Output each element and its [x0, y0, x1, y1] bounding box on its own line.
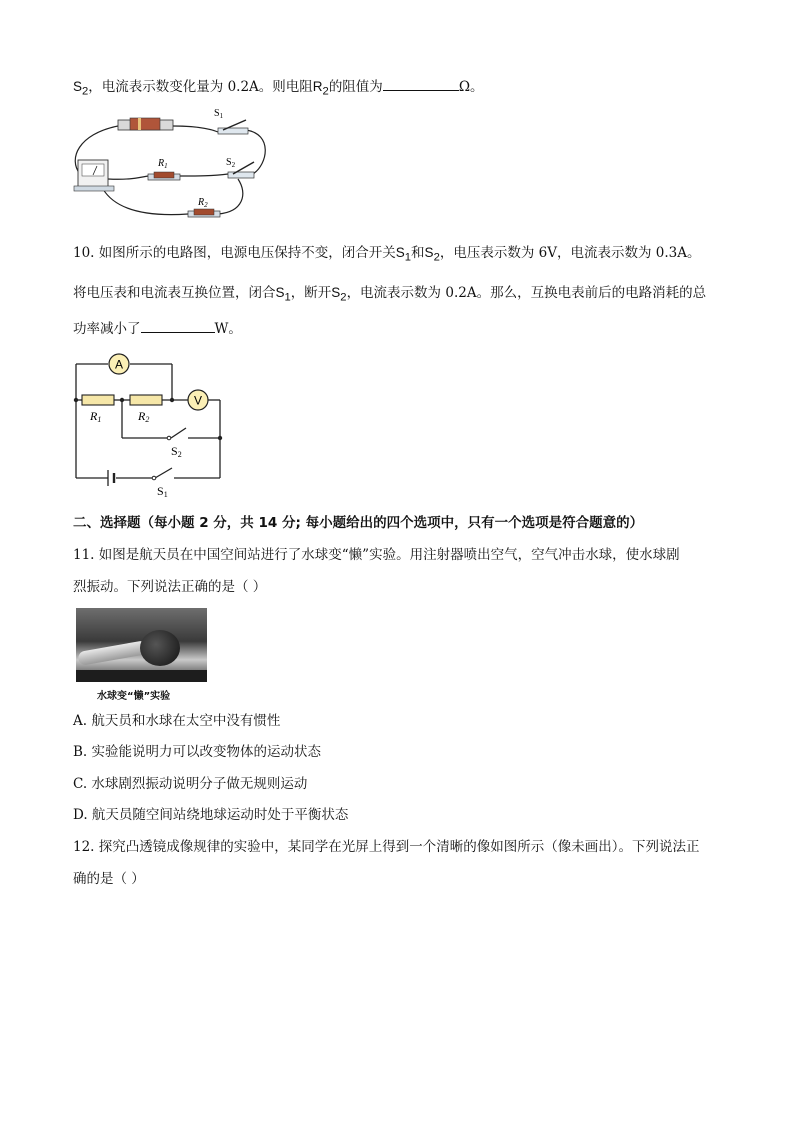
- q9-fig-label-s2: $S_2$: [226, 157, 236, 169]
- q10-answer-blank[interactable]: [141, 318, 215, 333]
- q10-fig-label-r1: R1: [90, 409, 102, 424]
- q10-s1: $S_1$: [395, 245, 412, 264]
- q10-fig-label-s2: S2: [171, 444, 182, 459]
- q10-line-2: 将电压表和电流表互换位置，闭合$S_1$，断开$S_2$，电流表示数为 0.2A。那么，互换电表前后的电路消耗的总: [73, 285, 707, 304]
- q11-option-a[interactable]: A. 航天员和水球在太空中没有惯性: [73, 713, 281, 729]
- q12-line-1: 12. 探究凸透镜成像规律的实验中，某同学在光屏上得到一个清晰的像如图所示（像未画出）。下列说法正: [73, 839, 700, 855]
- q12-line-2: 确的是（ ）: [73, 871, 145, 887]
- q10-s2: $S_2$: [424, 245, 440, 264]
- q11-line-1: 11. 如图是航天员在中国空间站进行了水球变“懒”实验。用注射器喷出空气，空气冲击水球，使水球剧: [73, 547, 680, 563]
- section-2-heading: 二、选择题（每小题 2 分，共 14 分; 每小题给出的四个选项中，只有一个选项是符合题意的）: [73, 515, 644, 531]
- q11-option-b[interactable]: B. 实验能说明力可以改变物体的运动状态: [73, 744, 322, 760]
- q11-option-d[interactable]: D. 航天员随空间站绕地球运动时处于平衡状态: [73, 807, 349, 823]
- q11-experiment-photo: [76, 608, 207, 682]
- q9-fig-label-s1: $S_1$: [214, 108, 224, 120]
- q11-photo-caption: 水球变“懒”实验: [97, 691, 171, 702]
- q10-line-3: 功率减小了 W。: [73, 318, 242, 338]
- q10-line2-s1: $S_1$: [275, 285, 291, 304]
- q9-text1: ，电流表示数变化量为 0.2A。则电阻: [88, 79, 313, 95]
- q10-fig-ammeter-label: A: [114, 357, 124, 372]
- q10-fig-label-s1: S1: [157, 484, 168, 499]
- q9-fig-label-r2: $R_2$: [198, 197, 208, 209]
- q9-line: [73, 76, 484, 101]
- q9-s2: $S_2$: [73, 79, 89, 98]
- q9-circuit-figure: [68, 104, 268, 224]
- q9-text2: 的阻值为: [328, 79, 383, 95]
- q10-circuit-diagram: [68, 350, 228, 500]
- q10-line-1: 10. 如图所示的电路图，电源电压保持不变，闭合开关$S_1$和$S_2$，电压表示数为 6V，电流表示数为 0.3A。: [73, 245, 701, 264]
- q10-line2-s2: $S_2$: [331, 285, 347, 304]
- q9-fig-label-r1: $R_1$: [158, 158, 168, 170]
- q10-fig-label-r2: R2: [138, 409, 150, 424]
- q10-fig-voltmeter-label: V: [193, 393, 203, 408]
- q9-answer-blank[interactable]: [383, 76, 459, 91]
- q9-r2: $R_2$: [312, 79, 329, 98]
- q11-line-2: 烈振动。下列说法正确的是（ ）: [73, 579, 267, 595]
- q11-option-c[interactable]: C. 水球剧烈振动说明分子做无规则运动: [73, 776, 308, 792]
- q9-unit: Ω。: [458, 79, 484, 95]
